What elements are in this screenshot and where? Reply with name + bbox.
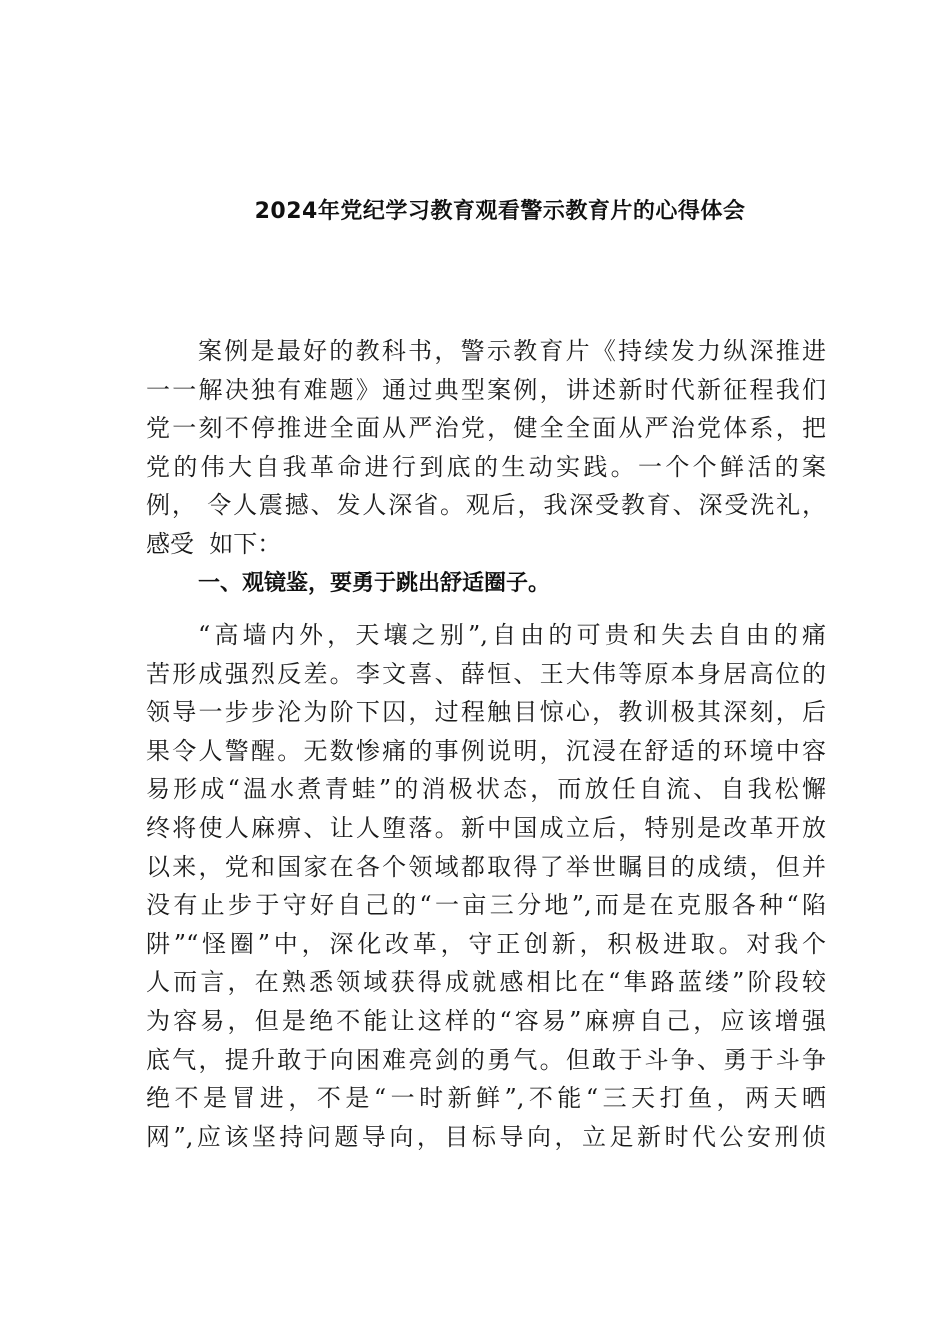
paragraph-line: 终将使人麻痹、让人堕落。新中国成立后，特别是改革开放 <box>146 813 826 842</box>
paragraph-line: 易形成“温水煮青蛙”的消极状态，而放任自流、自我松懈 <box>146 775 826 804</box>
paragraph-line: 苦形成强烈反差。李文喜、薛恒、王大伟等原本身居高位的 <box>146 659 826 688</box>
paragraph-line: 案例是最好的教科书，警示教育片《持续发力纵深推进 <box>198 337 826 365</box>
paragraph-line: 感受 如下： <box>146 529 282 558</box>
paragraph-line: 为容易，但是绝不能让这样的“容易”麻痹自己，应该增强 <box>146 1006 826 1035</box>
paragraph-intro <box>146 332 826 564</box>
paragraph-line: 例， 令人震撼、发人深省。观后，我深受教育、深受洗礼， <box>146 491 826 520</box>
paragraph-line: 阱”“怪圈”中，深化改革，守正创新，积极进取。对我个 <box>146 929 826 958</box>
paragraph-line: 绝不是冒进，不是“一时新鲜”,不能“三天打鱼，两天晒 <box>146 1084 826 1113</box>
paragraph-line: 果令人警醒。无数惨痛的事例说明，沉浸在舒适的环境中容 <box>146 736 826 765</box>
paragraph-line: 以来，党和国家在各个领域都取得了举世瞩目的成绩，但并 <box>146 852 826 881</box>
document-title: 2024年党纪学习教育观看警示教育片的心得体会 <box>254 199 746 224</box>
paragraph-line: 党的伟大自我革命进行到底的生动实践。一个个鲜活的案 <box>146 452 826 481</box>
paragraph-line: “高墙内外，天壤之别”,自由的可贵和失去自由的痛 <box>198 621 826 649</box>
paragraph-section1 <box>146 616 826 1156</box>
paragraph-line: 人而言，在熟悉领域获得成就感相比在“隼路蓝缕”阶段较 <box>146 968 826 997</box>
paragraph-line: 领导一步步沦为阶下囚，过程触目惊心，教训极其深刻，后 <box>146 698 826 727</box>
section-heading: 一、观镜鉴，要勇于跳出舒适圈子。 <box>198 571 551 596</box>
paragraph-line: 网”,应该坚持问题导向，目标导向，立足新时代公安刑侦 <box>146 1122 826 1151</box>
paragraph-line: 没有止步于守好自己的“一亩三分地”,而是在克服各种“陷 <box>146 891 826 920</box>
paragraph-line: 党一刻不停推进全面从严治党，健全全面从严治党体系，把 <box>146 414 826 443</box>
paragraph-line: 底气，提升敢于向困难亮剑的勇气。但敢于斗争、勇于斗争 <box>146 1045 826 1074</box>
paragraph-line: 一一解决独有难题》通过典型案例，讲述新时代新征程我们 <box>146 375 826 404</box>
